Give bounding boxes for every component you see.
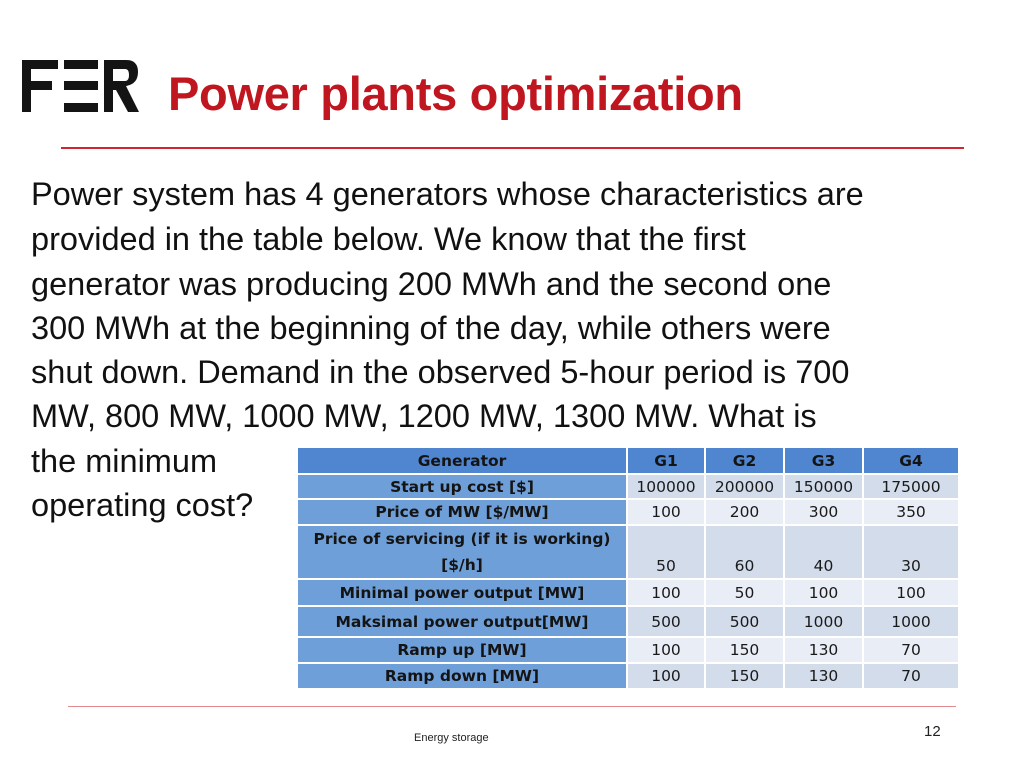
table-row bbox=[297, 606, 959, 637]
body-text-line: shut down. Demand in the observed 5-hour period is 700 bbox=[31, 354, 850, 390]
table-header-row bbox=[297, 447, 959, 474]
table-cell: 200000 bbox=[705, 474, 784, 499]
table-cell: 100 bbox=[627, 499, 705, 525]
body-text-line: Power system has 4 generators whose characteristics are bbox=[31, 176, 864, 212]
table-cell: 150000 bbox=[784, 474, 863, 499]
footer-label: Energy storage bbox=[414, 732, 489, 744]
row-label: Minimal power output [MW] bbox=[297, 579, 627, 606]
body-text-line: the minimum bbox=[31, 443, 218, 479]
table-cell: 130 bbox=[784, 637, 863, 663]
row-label: Price of MW [$/MW] bbox=[297, 499, 627, 525]
slide-title: Power plants optimization bbox=[168, 67, 743, 120]
body-text-line: operating cost? bbox=[31, 487, 254, 523]
table-cell: 50 bbox=[627, 525, 705, 579]
body-text-line: provided in the table below. We know that the first bbox=[31, 221, 746, 257]
table-cell: 175000 bbox=[863, 474, 959, 499]
generator-table bbox=[296, 446, 960, 690]
table-cell: 70 bbox=[863, 663, 959, 689]
table-cell: 100 bbox=[627, 579, 705, 606]
body-text-line: generator was producing 200 MWh and the second one bbox=[31, 266, 832, 302]
table-cell: 60 bbox=[705, 525, 784, 579]
table-row bbox=[297, 499, 959, 525]
table-row bbox=[297, 637, 959, 663]
table-cell: 150 bbox=[705, 663, 784, 689]
row-label: Ramp down [MW] bbox=[297, 663, 627, 689]
row-label: Ramp up [MW] bbox=[297, 637, 627, 663]
row-label: Price of servicing (if it is working) [$/h] bbox=[297, 525, 627, 579]
body-text-line: 300 MWh at the beginning of the day, while others were bbox=[31, 310, 831, 346]
table-cell: 200 bbox=[705, 499, 784, 525]
table-header-cell: G3 bbox=[784, 447, 863, 474]
table-row bbox=[297, 525, 959, 579]
table-cell: 100 bbox=[627, 663, 705, 689]
table-cell: 30 bbox=[863, 525, 959, 579]
table-cell: 300 bbox=[784, 499, 863, 525]
row-label: Maksimal power output[MW] bbox=[297, 606, 627, 637]
table-cell: 500 bbox=[705, 606, 784, 637]
table-cell: 150 bbox=[705, 637, 784, 663]
table-cell: 1000 bbox=[784, 606, 863, 637]
table-cell: 100 bbox=[863, 579, 959, 606]
table-header-cell: G2 bbox=[705, 447, 784, 474]
table-cell: 100 bbox=[627, 637, 705, 663]
table-cell: 130 bbox=[784, 663, 863, 689]
table-cell: 100 bbox=[784, 579, 863, 606]
table-row bbox=[297, 474, 959, 499]
table-header-cell: G1 bbox=[627, 447, 705, 474]
table-cell: 40 bbox=[784, 525, 863, 579]
table-cell: 100000 bbox=[627, 474, 705, 499]
table-row bbox=[297, 579, 959, 606]
title-divider bbox=[61, 147, 964, 149]
table-cell: 50 bbox=[705, 579, 784, 606]
table-cell: 500 bbox=[627, 606, 705, 637]
row-label: Start up cost [$] bbox=[297, 474, 627, 499]
table-header-cell: Generator bbox=[297, 447, 627, 474]
table-cell: 350 bbox=[863, 499, 959, 525]
table-cell: 1000 bbox=[863, 606, 959, 637]
table-cell: 70 bbox=[863, 637, 959, 663]
table-header-cell: G4 bbox=[863, 447, 959, 474]
table-row bbox=[297, 663, 959, 689]
footer-divider bbox=[68, 706, 956, 707]
fer-logo-icon bbox=[22, 60, 140, 112]
page-number: 12 bbox=[924, 723, 941, 740]
body-text-line: MW, 800 MW, 1000 MW, 1200 MW, 1300 MW. What is bbox=[31, 398, 817, 434]
